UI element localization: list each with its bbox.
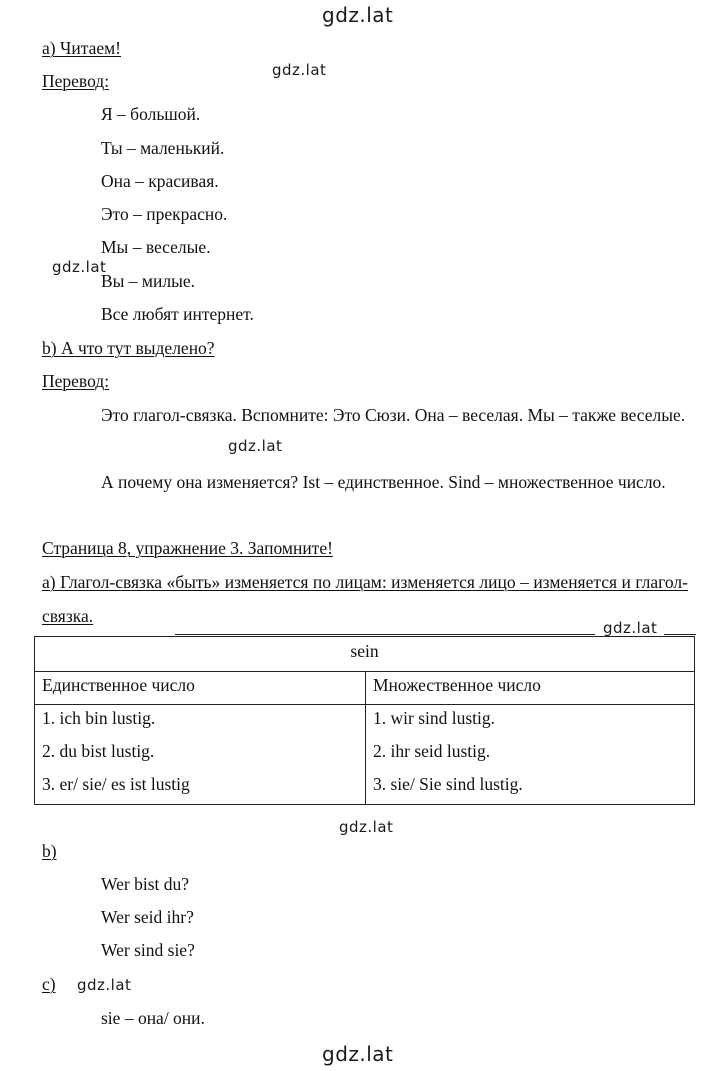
table-cell: 3. er/ sie/ es ist lustig <box>42 774 190 794</box>
rule-line <box>664 634 696 635</box>
watermark: gdz.lat <box>322 1042 394 1066</box>
exercise-point-a: а) Глагол-связка «быть» изменяется по лицам: изменяется лицо – изменяется и глагол-связка. <box>42 572 688 626</box>
table-column-divider <box>365 672 366 804</box>
watermark: gdz.lat <box>339 818 394 836</box>
table-cell: 1. ich bin lustig. <box>42 708 156 728</box>
explanation-paragraph: А почему она изменяется? Ist – единственное. Sind – множественное число. <box>101 472 666 492</box>
column-header-plural: Множественное число <box>373 675 541 695</box>
translation-line: Мы – веселые. <box>101 237 211 257</box>
translation-line: Ты – маленький. <box>101 138 225 158</box>
question-line: Wer seid ihr? <box>101 907 194 927</box>
section-b2-heading: b) <box>42 841 57 861</box>
section-c-heading: c) <box>42 974 56 994</box>
section-b-heading: b) А что тут выделено? <box>42 338 215 358</box>
translation-line: Вы – милые. <box>101 271 196 291</box>
translation-line: Это – прекрасно. <box>101 204 228 224</box>
column-header-singular: Единственное число <box>42 675 195 695</box>
translation-line: Все любят интернет. <box>101 304 254 324</box>
translation-label: Перевод: <box>42 371 110 391</box>
table-cell: 2. ihr seid lustig. <box>373 741 491 761</box>
exercise-heading: Страница 8, упражнение 3. Запомните! <box>42 538 333 558</box>
watermark: gdz.lat <box>272 61 327 79</box>
question-line: Wer sind sie? <box>101 940 195 960</box>
watermark: gdz.lat <box>52 258 107 276</box>
table-cell: 1. wir sind lustig. <box>373 708 496 728</box>
watermark: gdz.lat <box>228 437 283 455</box>
table-cell: 2. du bist lustig. <box>42 741 155 761</box>
watermark: gdz.lat <box>603 619 658 637</box>
explanation-paragraph: Это глагол-связка. Вспомните: Это Сюзи. Она – веселая. Мы – также веселые. <box>101 405 686 425</box>
rule-line <box>175 634 595 635</box>
translation-line: Я – большой. <box>101 104 201 124</box>
watermark: gdz.lat <box>77 976 132 994</box>
watermark: gdz.lat <box>322 3 394 27</box>
conjugation-table <box>34 636 695 805</box>
table-cell: 3. sie/ Sie sind lustig. <box>373 774 523 794</box>
table-title: sein <box>350 641 379 661</box>
translation-label: Перевод: <box>42 71 110 91</box>
section-a-heading: а) Читаем! <box>42 38 122 58</box>
translation-line: Она – красивая. <box>101 171 219 191</box>
answer-line: sie – она/ они. <box>101 1008 205 1028</box>
question-line: Wer bist du? <box>101 874 190 894</box>
